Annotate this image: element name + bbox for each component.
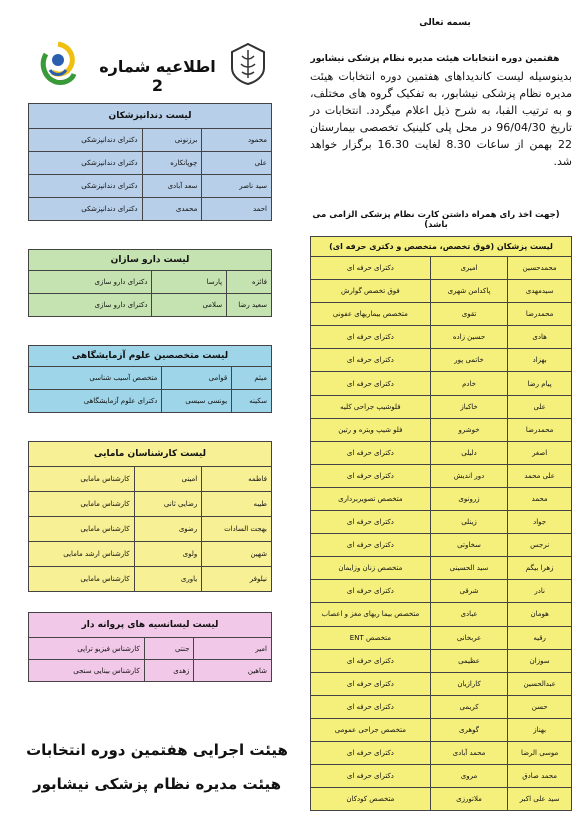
specialty: دکترای حرفه ای	[311, 326, 431, 349]
table-row	[29, 660, 272, 682]
first-name: هومان	[508, 603, 572, 626]
first-name: محمد صادق	[508, 765, 572, 788]
degree: کارشناس مامایی	[29, 492, 135, 517]
specialty: دکترای حرفه ای	[311, 765, 431, 788]
table-row	[29, 198, 272, 221]
table-row	[29, 175, 272, 198]
table-row	[311, 326, 572, 349]
physicians-table	[310, 236, 572, 811]
dentists-table	[28, 103, 272, 221]
specialty: متخصص جراحی عمومی	[311, 718, 431, 741]
intro-paragraph: بدینوسیله لیست کاندیداهای هفتمین دوره انتخابات هیئت مدیره نظام پزشکی نیشابور، به تفکیک گروه های مختلف، و به ترتیب الفبا، به شرح ذیل اعلام میگردد. انتخابات در تاریخ 96/04/30 در محل پلی کلینیک تخصصی بیمارستان 22 بهمن از ساعات 8.30 لغایت 16.30 برگزار خواهد شد.	[310, 70, 572, 168]
table-row	[311, 603, 572, 626]
first-name: شهین	[202, 542, 272, 567]
first-name: سعید رضا	[227, 294, 272, 317]
last-name: سعد آبادی	[142, 175, 202, 198]
last-name: دور اندیش	[430, 464, 508, 487]
last-name: خاتمی پور	[430, 349, 508, 372]
dentists-title: لیست دندانپزشکان	[29, 104, 272, 129]
last-name: دلیلی	[430, 441, 508, 464]
specialty: دکترای حرفه ای	[311, 741, 431, 764]
first-name: شاهین	[194, 660, 272, 682]
table-row	[311, 372, 572, 395]
last-name: کریمی	[430, 695, 508, 718]
swirl-logo-icon	[36, 40, 80, 88]
table-row	[311, 257, 572, 280]
specialty: متخصص بیما ریهای مغز و اعصاب	[311, 603, 431, 626]
last-name: زینلی	[430, 511, 508, 534]
midwives-title: لیست کارشناسان مامایی	[29, 442, 272, 467]
table-row	[311, 441, 572, 464]
first-name: محمود	[202, 129, 272, 152]
licensees-table	[28, 612, 272, 682]
medical-council-emblem-icon	[228, 42, 268, 86]
specialty: متخصص بیماریهای عفونی	[311, 303, 431, 326]
first-name: پیام رضا	[508, 372, 572, 395]
specialty: دکترای حرفه ای	[311, 534, 431, 557]
last-name: زرونوی	[430, 487, 508, 510]
last-name: مروی	[430, 765, 508, 788]
first-name: جواد	[508, 511, 572, 534]
table-row	[311, 395, 572, 418]
degree: دکترای دندانپزشکی	[29, 198, 143, 221]
first-name: محمدرضا	[508, 418, 572, 441]
table-row	[311, 649, 572, 672]
pharmacists-title: لیست دارو سازان	[29, 250, 272, 271]
last-name: ولوی	[134, 542, 202, 567]
lab-specialists-table	[28, 345, 272, 413]
degree: کارشناس بینایی سنجی	[29, 660, 145, 682]
licensees-title: لیست لیسانسیه های پروانه دار	[29, 613, 272, 638]
last-name: ملاتورزی	[430, 788, 508, 811]
first-name: سیدمهدی	[508, 280, 572, 303]
last-name: سخاوتی	[430, 534, 508, 557]
last-name: کارازیان	[430, 672, 508, 695]
first-name: فائزه	[227, 271, 272, 294]
table-row	[311, 718, 572, 741]
degree: دکترای دندانپزشکی	[29, 129, 143, 152]
table-row	[311, 487, 572, 510]
first-name: عبدالحسین	[508, 672, 572, 695]
table-row	[29, 390, 272, 413]
voting-note: (جهت اخذ رای همراه داشتن کارت نظام پزشکی الزامی می باشد)	[312, 210, 560, 230]
physicians-title: لیست پزشکان (فوق تخصص، متخصص و دکتری حرفه ای)	[311, 237, 572, 257]
last-name: رضوی	[134, 517, 202, 542]
table-row	[311, 418, 572, 441]
first-name: طیبه	[202, 492, 272, 517]
degree: کارشناس مامایی	[29, 467, 135, 492]
degree: کارشناس مامایی	[29, 567, 135, 592]
last-name: سید الحسینی	[430, 557, 508, 580]
specialty: دکترای حرفه ای	[311, 695, 431, 718]
table-row	[311, 557, 572, 580]
specialty: دکترای حرفه ای	[311, 372, 431, 395]
table-row	[311, 765, 572, 788]
last-name: پارسا	[152, 271, 227, 294]
first-name: احمد	[202, 198, 272, 221]
specialty: دکترای حرفه ای	[311, 511, 431, 534]
first-name: موسی الرضا	[508, 741, 572, 764]
table-row	[311, 788, 572, 811]
specialty: فوق تخصص گوارش	[311, 280, 431, 303]
last-name: جنتی	[144, 638, 194, 660]
table-row	[29, 467, 272, 492]
last-name: محمد آبادی	[430, 741, 508, 764]
last-name: حسین زاده	[430, 326, 508, 349]
specialty: دکترای حرفه ای	[311, 349, 431, 372]
table-row	[311, 534, 572, 557]
last-name: امینی	[134, 467, 202, 492]
last-name: خاکباز	[430, 395, 508, 418]
first-name: رقیه	[508, 626, 572, 649]
last-name: سلامی	[152, 294, 227, 317]
degree: دکترای علوم آزمایشگاهی	[29, 390, 162, 413]
table-row	[311, 626, 572, 649]
degree: متخصص آسیب شناسی	[29, 367, 162, 390]
degree: کارشناس فیزیو تراپی	[29, 638, 145, 660]
specialty: دکترای حرفه ای	[311, 580, 431, 603]
first-name: علی محمد	[508, 464, 572, 487]
specialty: دکترای حرفه ای	[311, 441, 431, 464]
last-name: محمدی	[142, 198, 202, 221]
degree: دکترای دندانپزشکی	[29, 175, 143, 198]
table-row	[311, 280, 572, 303]
first-name: علی	[508, 395, 572, 418]
table-row	[29, 367, 272, 390]
first-name: سید علی اکبر	[508, 788, 572, 811]
first-name: بهناز	[508, 718, 572, 741]
table-row	[311, 464, 572, 487]
first-name: بهزاد	[508, 349, 572, 372]
first-name: سید ناصر	[202, 175, 272, 198]
table-row	[29, 129, 272, 152]
specialty: متخصص ENT	[311, 626, 431, 649]
bismillah: بسمه تعالی	[419, 18, 471, 28]
first-name: محمدحسین	[508, 257, 572, 280]
specialty: متخصص تصویربرداری	[311, 487, 431, 510]
table-row	[29, 492, 272, 517]
degree: دکترای دارو سازی	[29, 271, 152, 294]
degree: کارشناس مامایی	[29, 517, 135, 542]
last-name: برزنونی	[142, 129, 202, 152]
first-name: محمد	[508, 487, 572, 510]
footer-line-1: هیئت اجرایی هفتمین دوره انتخابات	[26, 741, 288, 759]
first-name: میثم	[232, 367, 272, 390]
last-name: چوپانکاره	[142, 152, 202, 175]
last-name: عبادی	[430, 603, 508, 626]
last-name: عربخانی	[430, 626, 508, 649]
last-name: تقوی	[430, 303, 508, 326]
last-name: یاوری	[134, 567, 202, 592]
last-name: قوامی	[162, 367, 232, 390]
table-row	[29, 152, 272, 175]
table-row	[29, 271, 272, 294]
first-name: نادر	[508, 580, 572, 603]
first-name: امیر	[194, 638, 272, 660]
first-name: نرجس	[508, 534, 572, 557]
first-name: محمدرضا	[508, 303, 572, 326]
table-row	[29, 517, 272, 542]
last-name: خوشرو	[430, 418, 508, 441]
last-name: شرقی	[430, 580, 508, 603]
first-name: سکینه	[232, 390, 272, 413]
last-name: گوهری	[430, 718, 508, 741]
specialty: متخصص کودکان	[311, 788, 431, 811]
table-row	[311, 511, 572, 534]
last-name: رضایی ثانی	[134, 492, 202, 517]
degree: دکترای دندانپزشکی	[29, 152, 143, 175]
first-name: علی	[202, 152, 272, 175]
specialty: فلوشیپ جراحی کلیه	[311, 395, 431, 418]
first-name: هادی	[508, 326, 572, 349]
table-row	[29, 638, 272, 660]
table-row	[311, 580, 572, 603]
last-name: عظیمی	[430, 649, 508, 672]
specialty: دکترای حرفه ای	[311, 672, 431, 695]
table-row	[311, 695, 572, 718]
first-name: حسن	[508, 695, 572, 718]
first-name: فاطمه	[202, 467, 272, 492]
last-name: پاکدامن شهری	[430, 280, 508, 303]
first-name: سوزان	[508, 649, 572, 672]
first-name: نیلوفر	[202, 567, 272, 592]
lab-title: لیست متخصصین علوم آزمایشگاهی	[29, 346, 272, 367]
first-name: بهجت السادات	[202, 517, 272, 542]
election-subtitle: هفتمین دوره انتخابات هیئت مدیره نظام پزشکی نیشابور	[310, 54, 560, 64]
specialty: متخصص زنان وزایمان	[311, 557, 431, 580]
table-row	[311, 303, 572, 326]
specialty: دکترای حرفه ای	[311, 649, 431, 672]
announcement-title: اطلاعیه شماره 2	[99, 57, 216, 95]
table-row	[311, 672, 572, 695]
footer-line-2: هیئت مدیره نظام پزشکی نیشابور	[33, 775, 281, 793]
table-row	[311, 349, 572, 372]
first-name: زهرا بیگم	[508, 557, 572, 580]
specialty: فلو شیپ ویتره و رتین	[311, 418, 431, 441]
degree: دکترای دارو سازی	[29, 294, 152, 317]
specialty: دکترای حرفه ای	[311, 464, 431, 487]
pharmacists-table	[28, 249, 272, 317]
last-name: امیری	[430, 257, 508, 280]
degree: کارشناس ارشد مامایی	[29, 542, 135, 567]
specialty: دکترای حرفه ای	[311, 257, 431, 280]
first-name: اصغر	[508, 441, 572, 464]
last-name: خادم	[430, 372, 508, 395]
table-row	[29, 542, 272, 567]
last-name: یونسی سیسی	[162, 390, 232, 413]
midwives-table	[28, 441, 272, 592]
last-name: زهدی	[144, 660, 194, 682]
table-row	[29, 294, 272, 317]
table-row	[311, 741, 572, 764]
table-row	[29, 567, 272, 592]
